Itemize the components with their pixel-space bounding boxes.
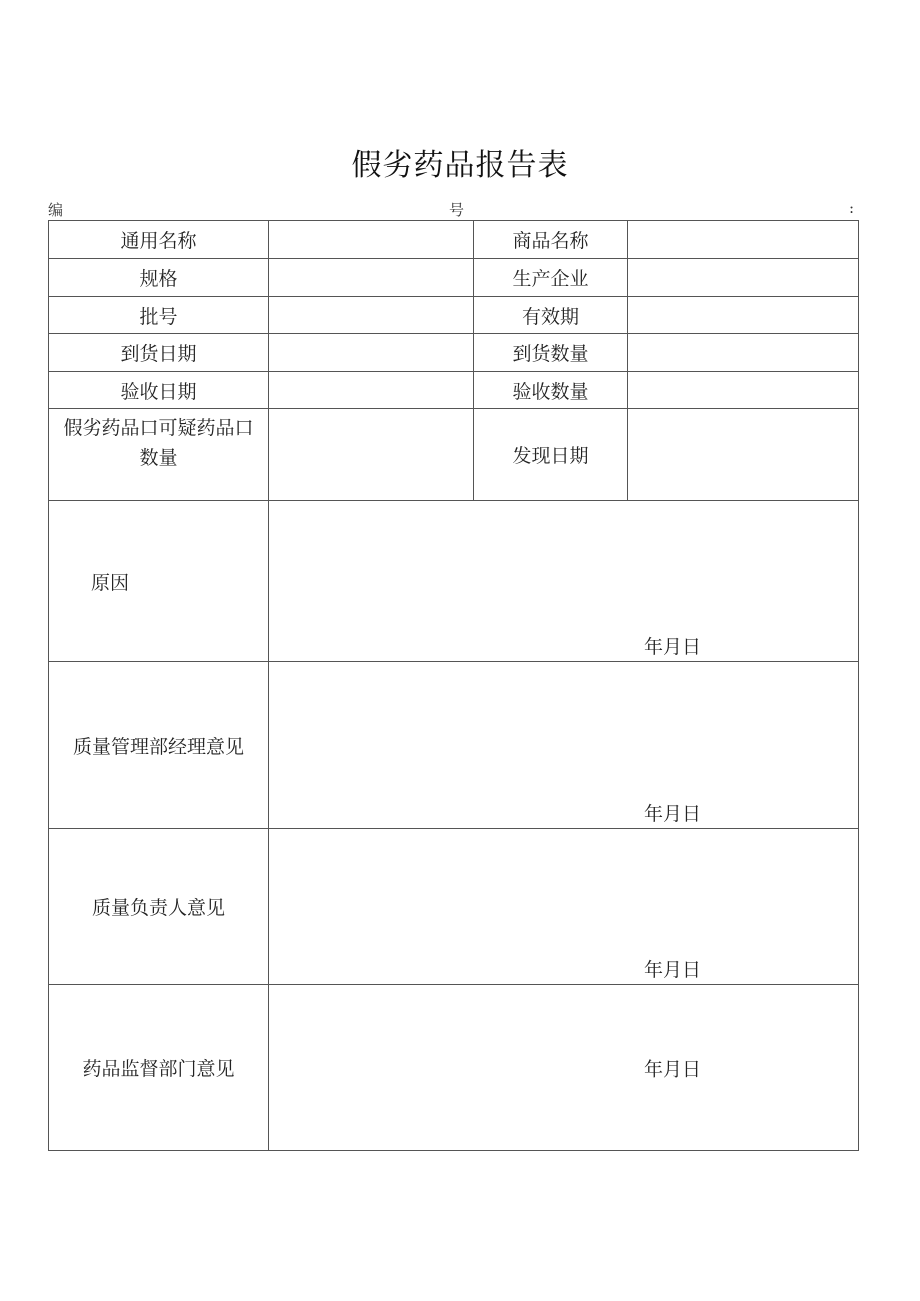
expiry-date-field[interactable] — [628, 297, 859, 334]
generic-name-field[interactable] — [269, 221, 474, 259]
suspect-drug-quantity-field[interactable] — [269, 409, 474, 501]
discovery-date-field[interactable] — [628, 409, 859, 501]
qa-manager-opinion-field[interactable] — [269, 662, 859, 829]
specification-label: 规格 — [49, 259, 269, 297]
form-row-quality-head — [49, 829, 859, 985]
qa-manager-opinion-label: 质量管理部经理意见 — [49, 662, 269, 829]
reason-label: 原因 — [49, 501, 269, 662]
qa-manager-date-label: 年月日 — [644, 803, 702, 825]
form-row-quantity — [49, 409, 859, 501]
inspection-date-label: 验收日期 — [49, 372, 269, 409]
inspection-quantity-label: 验收数量 — [474, 372, 628, 409]
serial-label-part2: 号 — [449, 201, 465, 219]
form-row-arrival — [49, 334, 859, 372]
form-row-specification — [49, 259, 859, 297]
quality-head-opinion-label: 质量负责人意见 — [49, 829, 269, 985]
inspection-date-field[interactable] — [269, 372, 474, 409]
reason-field[interactable] — [269, 501, 859, 662]
serial-label-part1: 编 — [48, 201, 64, 219]
specification-field[interactable] — [269, 259, 474, 297]
arrival-quantity-field[interactable] — [628, 334, 859, 372]
form-row-drug-authority — [49, 985, 859, 1151]
generic-name-label: 通用名称 — [49, 221, 269, 259]
suspect-drug-type-line: 假劣药品口可疑药品口 — [63, 417, 254, 439]
manufacturer-label: 生产企业 — [474, 259, 628, 297]
form-title: 假劣药品报告表 — [351, 148, 569, 183]
quality-head-date-label: 年月日 — [644, 959, 702, 981]
form-row-reason — [49, 501, 859, 662]
expiry-date-label: 有效期 — [474, 297, 628, 334]
quality-head-opinion-field[interactable] — [269, 829, 859, 985]
batch-number-label: 批号 — [49, 297, 269, 334]
suspect-drug-quantity-line: 数量 — [139, 447, 178, 469]
trade-name-label: 商品名称 — [474, 221, 628, 259]
drug-authority-date-label: 年月日 — [644, 1058, 702, 1080]
arrival-date-field[interactable] — [269, 334, 474, 372]
arrival-date-label: 到货日期 — [49, 334, 269, 372]
serial-label-colon: : — [849, 199, 855, 217]
suspect-drug-quantity-label — [49, 409, 269, 501]
form-row-generic-name — [49, 221, 859, 259]
trade-name-field[interactable] — [628, 221, 859, 259]
report-form-table — [48, 220, 859, 1151]
drug-authority-opinion-label: 药品监督部门意见 — [49, 985, 269, 1151]
inspection-quantity-field[interactable] — [628, 372, 859, 409]
manufacturer-field[interactable] — [628, 259, 859, 297]
form-row-inspection — [49, 372, 859, 409]
batch-number-field[interactable] — [269, 297, 474, 334]
reason-date-label: 年月日 — [644, 636, 702, 658]
form-row-batch-number — [49, 297, 859, 334]
drug-authority-opinion-field[interactable] — [269, 985, 859, 1151]
form-row-qa-manager — [49, 662, 859, 829]
arrival-quantity-label: 到货数量 — [474, 334, 628, 372]
discovery-date-label: 发现日期 — [474, 409, 628, 501]
